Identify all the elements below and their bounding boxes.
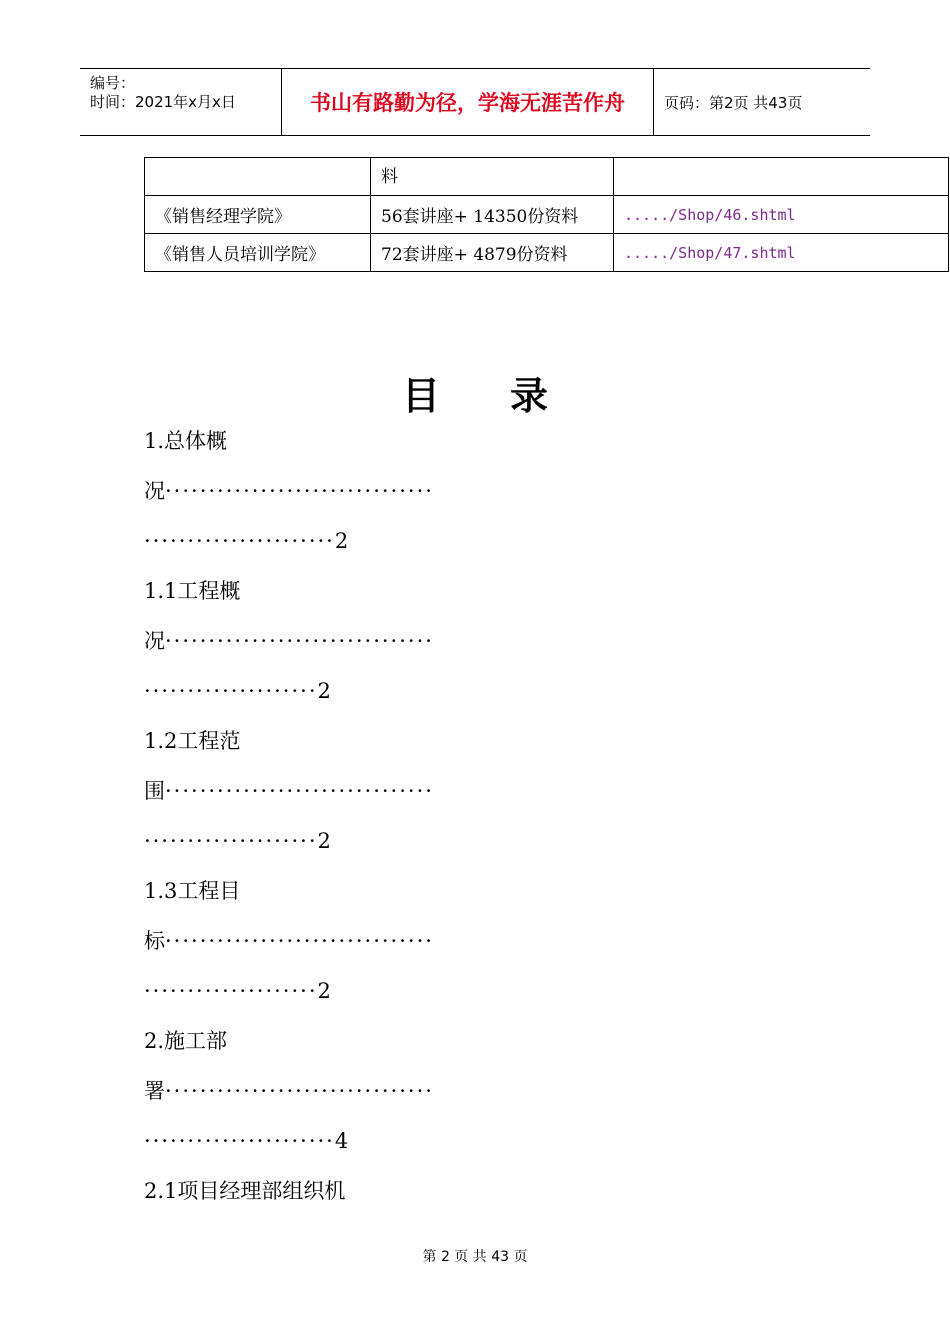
- toc-entry-tail: 况: [144, 479, 165, 503]
- resource-content: 料: [371, 158, 614, 196]
- header-motto: 书山有路勤为径，学海无涯苦作舟: [282, 69, 654, 135]
- toc-entry-page-line: ······················4: [144, 1129, 349, 1153]
- resource-name: [145, 158, 371, 196]
- page-header: [80, 68, 870, 136]
- toc-entry-dots: 况·······························: [144, 629, 434, 653]
- toc-entry-head[interactable]: 2.1项目经理部组织机: [144, 1179, 346, 1203]
- toc-entry-dots: 况·······························: [144, 479, 434, 503]
- table-row: [145, 158, 949, 196]
- resource-content: 56套讲座+ 14350份资料: [371, 196, 614, 234]
- resource-table: [144, 157, 949, 272]
- toc-entry-tail: 署: [144, 1079, 165, 1103]
- toc-entry-dots: 署·······························: [144, 1079, 434, 1103]
- toc-entry-dots: 围·······························: [144, 779, 434, 803]
- resource-link[interactable]: ...../Shop/47.shtml: [614, 234, 949, 272]
- table-row: [145, 234, 949, 272]
- resource-link[interactable]: ...../Shop/46.shtml: [614, 196, 949, 234]
- toc-page-number: 4: [334, 1129, 349, 1153]
- resource-name: 《销售人员培训学院》: [145, 234, 371, 272]
- toc-entry-page-line: ····················2: [144, 979, 331, 1003]
- toc-title-part: 目: [401, 373, 440, 418]
- toc-entry-head[interactable]: 1.总体概: [144, 429, 228, 453]
- toc-page-number: 2: [317, 979, 331, 1003]
- toc-entry-tail: 围: [144, 779, 165, 803]
- time-label: 时间：2021年x月x日: [90, 93, 236, 111]
- toc-entry-head[interactable]: 1.1工程概: [144, 579, 241, 603]
- toc-page-number: 2: [317, 679, 331, 703]
- toc-entry-page-line: ····················2: [144, 679, 331, 703]
- toc-entry-tail: 标: [144, 929, 165, 953]
- number-label: 编号：: [90, 74, 136, 92]
- header-page-label: 页码：第2页 共43页: [664, 93, 803, 112]
- toc-title-part: 录: [510, 373, 549, 418]
- table-of-contents: [144, 420, 844, 1220]
- resource-name: 《销售经理学院》: [145, 196, 371, 234]
- toc-page-number: 2: [334, 529, 349, 553]
- toc-entry-dots: 标·······························: [144, 929, 434, 953]
- toc-entry-head[interactable]: 1.3工程目: [144, 879, 241, 903]
- page-footer: 第 2 页 共 43 页: [422, 1249, 528, 1265]
- toc-entry-page-line: ····················2: [144, 829, 331, 853]
- resource-link[interactable]: [614, 158, 949, 196]
- toc-entry-head[interactable]: 2.施工部: [144, 1029, 228, 1053]
- toc-page-number: 2: [317, 829, 331, 853]
- toc-entry-head[interactable]: 1.2工程范: [144, 729, 241, 753]
- header-meta: [80, 69, 282, 135]
- toc-title: [0, 365, 950, 420]
- toc-entry-page-line: ······················2: [144, 529, 349, 553]
- table-row: [145, 196, 949, 234]
- toc-entry-tail: 况: [144, 629, 165, 653]
- resource-content: 72套讲座+ 4879份资料: [371, 234, 614, 272]
